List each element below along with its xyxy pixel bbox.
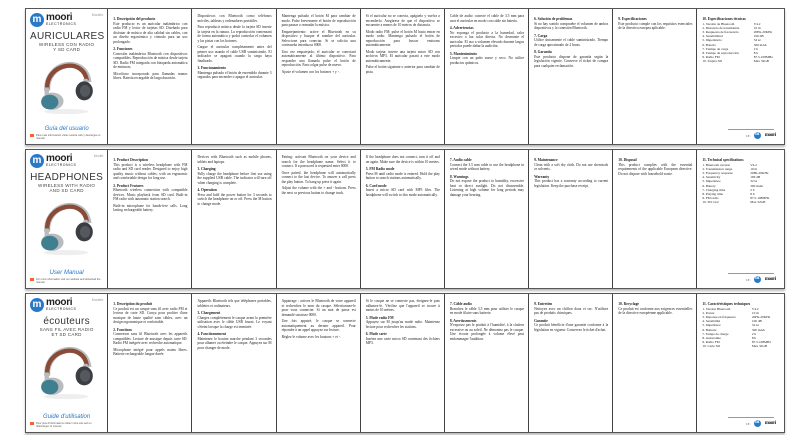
section-heading: 3. Chargement (197, 311, 221, 315)
manual-label: Guía del usuario (44, 125, 89, 132)
spec-name: 7. Charging time (702, 187, 726, 192)
section-heading: 3. Funcionamiento (197, 66, 226, 70)
headphone-image (36, 194, 98, 256)
section-heading: 9. Maintenance (534, 158, 558, 162)
manual-label: Guide d'utilisation (43, 413, 91, 420)
table-row (702, 344, 780, 348)
spec-name: 9. Radio FM (702, 55, 720, 60)
paragraph: Insérez une carte micro SD contenant des fichiers MP3. (365, 336, 440, 345)
footer-logo (702, 132, 780, 141)
divider (728, 417, 774, 418)
divider (728, 129, 774, 130)
paragraph: Insert a micro SD card with MP3 files. The headphone will switch to this mode automatically. (365, 188, 440, 197)
paragraph: Réglez le volume avec les boutons + et -. (281, 334, 341, 339)
brand-name: moori (46, 12, 73, 23)
paragraph: Pulse el botón siguiente o anterior para cambiar de pista. (365, 65, 440, 74)
brand-sub: ELECTRONICS (46, 307, 77, 311)
text-panel (277, 9, 361, 144)
text-panel (192, 294, 276, 432)
headphone-image (36, 338, 98, 400)
spec-value: 106 dB (750, 175, 761, 180)
flag-icon (30, 422, 34, 425)
paragraph: Utilice únicamente el cable suministrado. Tiempo de carga aproximado de 2 horas. (534, 38, 609, 47)
section-heading: 7. Carga (534, 33, 548, 38)
paragraph: Este producto cumple con los requisitos esenciales de la directiva europea aplicable. (618, 21, 693, 30)
paragraph: Nettoyez avec un chiffon doux et sec. N'utilisez pas de produits chimiques. (534, 306, 609, 315)
paragraph: Clean with a soft dry cloth. Do not use chemicals or solvents. (534, 162, 609, 171)
specs-heading: 10. Especificaciones técnicas (702, 17, 746, 21)
spec-name: 10. SD card (702, 200, 719, 205)
spec-name: 8. Tiempo de reproducción (702, 50, 739, 55)
text-panel (445, 9, 529, 144)
product-title: AURICULARES (30, 31, 105, 42)
product-subtitle-2: AND SD CARD (49, 188, 84, 193)
paragraph: Ce produit bénéficie d'une garantie conforme à la législation en vigueur. Conservez le ticket d'achat. (534, 323, 609, 332)
paragraph: Microphone intégré pour appels mains libres. Batterie rechargeable longue durée. (113, 347, 188, 356)
ce-mark: CE (745, 421, 750, 426)
spec-value: 2 h (750, 187, 755, 192)
text-panel (361, 294, 445, 432)
paragraph: Maintenez le bouton marche pendant 3 secondes pour allumer ou éteindre le casque. Appuyez sur M pour changer de mode. (197, 336, 272, 350)
brand-name: moori (46, 153, 73, 164)
model-label: Modelo (91, 13, 104, 17)
footer-note-text: Para más información visite nuestra web y descargue el manual (36, 133, 101, 140)
paragraph: Pairing: activate Bluetooth on your device and search for the headphone name. Select it to connect. If a password is requested enter 0000. (281, 155, 356, 168)
paragraph: No exponga el producto a la humedad, calor excesivo o luz solar directa. No desmonte el auricular. El uso a volumen elevado durante largos periodos puede dañar la audición. (449, 30, 525, 48)
paragraph: Mantenga pulsado el botón de encendido durante 3 segundos para encender o apagar el auricular. (197, 70, 272, 79)
spec-name: 1. Versión de Bluetooth (702, 21, 735, 26)
paragraph: Cargue el auricular completamente antes del primer uso usando el cable USB suministrado. El indicador se apagará cuando la carga haya finalizado. (197, 45, 272, 63)
footer-note-text: Pour plus d'informations visitez notre site web et téléchargez le manuel (36, 421, 92, 428)
spec-value: 10 m (751, 310, 759, 315)
text-panel (108, 150, 192, 288)
product-subtitle: SANS FIL AVEC RADIO (39, 327, 94, 332)
paragraph: Limpie con un paño suave y seco. No utilice productos químicos. (449, 56, 525, 65)
spec-name: 2. Distancia de transmisión (702, 25, 740, 30)
spec-value: 8 h (751, 335, 757, 340)
text-panel (613, 294, 697, 432)
brand-name: moori (764, 132, 777, 138)
paragraph: Adjust the volume with the + and - buttons. Press the next or previous button to change track. (281, 186, 356, 195)
paragraph: Built-in microphone for hands-free calls. Long lasting rechargeable battery. (113, 203, 188, 212)
spec-value: Max 32GB (751, 344, 768, 349)
section-heading: 6. Mode carte (365, 332, 387, 336)
paragraph: This product has a warranty according to current legislation. Keep the purchase receipt. (534, 179, 609, 188)
spec-value: 300 mAh (751, 327, 765, 332)
paragraph: Este producto dispone de garantía según la legislación vigente. Conserve el ticket de compra para cualquier reclamación. (534, 54, 609, 68)
spec-value: 300 mAh (753, 42, 767, 47)
spec-name: 9. FM radio (702, 196, 719, 201)
spec-name: 5. Impedancia (702, 38, 722, 43)
section-heading: 6. Card mode (365, 183, 387, 188)
paragraph: Para reproducir música desde la tarjeta SD inserte la tarjeta en la ranura. La reproducción comenzará de forma automática y podrá controlar el volumen y las pistas con los botones. (197, 25, 272, 43)
text-panel (529, 9, 613, 144)
text-panel (529, 150, 613, 288)
spec-value: 32 Ω (750, 179, 757, 184)
model-label: Model (93, 154, 104, 158)
paragraph: Ce produit est conforme aux exigences essentielles de la directive européenne applicable. (618, 306, 693, 315)
flag-icon (30, 278, 34, 281)
spec-value: 10 m (753, 25, 761, 30)
spec-name: 4. Sensibilidad (702, 34, 723, 39)
section-heading: 10. Disposal (618, 158, 637, 162)
paragraph: If the headphone does not connect, turn it off and on again. Make sure the device is within 10 meters. (365, 155, 440, 164)
footer-note (30, 422, 103, 428)
spec-name: 6. Batería (702, 42, 716, 47)
text-panel (192, 9, 276, 144)
section-heading: 9. Especificaciones (618, 17, 647, 21)
spec-name: 8. Autonomie (702, 335, 721, 340)
section-heading: 8. Garantía (534, 50, 552, 54)
section-heading: 5. Mode radio FM (365, 315, 394, 320)
paragraph: Press and hold the power button for 3 seconds to switch the headphone on or off. Press the M button to change mode. (197, 192, 272, 206)
paragraph: Conexión inalámbrica Bluetooth con dispositivos compatibles. Reproducción de música desde tarjeta SD. Radio FM integrada con búsqueda automática de emisoras. (113, 51, 188, 69)
section-heading: 4. Fonctionnement (197, 332, 226, 336)
paragraph: Appuyez sur M jusqu'au mode radio. Maintenez lecture pour rechercher les stations. (365, 320, 440, 329)
paragraph: Branchez le câble 3,5 mm pour utiliser le casque en mode filaire sans batterie. (449, 306, 525, 315)
product-subtitle: WIRELESS CON RADIO (38, 42, 95, 47)
paragraph: Devices with Bluetooth such as mobile phones, tablets and laptops. (197, 155, 272, 164)
spec-name: 3. Respuesta de frecuencia (702, 29, 739, 34)
brand-name: moori (764, 276, 777, 282)
model-label: Modèle (91, 298, 104, 302)
ce-mark: CE (745, 277, 750, 282)
table-row (702, 59, 780, 63)
text-panel (697, 9, 784, 144)
brand-sub: ELECTRONICS (46, 163, 77, 167)
brand-sub: ELECTRONICS (46, 22, 77, 26)
spec-value: V4.2 (751, 306, 759, 311)
spec-value: 10 m (750, 166, 758, 171)
product-subtitle: WIRELESS WITH RADIO (38, 183, 96, 188)
spec-name: 9. Radio FM (702, 340, 720, 345)
spec-name: 4. Sensibilité (702, 319, 721, 324)
paragraph: Connexion sans fil Bluetooth avec les appareils compatibles. Lecture de musique depuis carte SD. Radio FM intégrée avec recherche automatique. (113, 332, 188, 345)
ce-mark: CE (745, 133, 750, 138)
paragraph: Si le casque ne se connecte pas, éteignez-le puis rallumez-le. Vérifiez que l'appareil se trouve à moins de 10 mètres. (365, 299, 440, 312)
paragraph: Cable de audio: conecte el cable de 3.5 mm para usar el auricular en modo con cable sin batería. (449, 14, 525, 23)
paragraph: Ajuste el volumen con los botones + y -. (281, 69, 340, 74)
paragraph: Une fois appairé, le casque se connecte automatiquement au dernier appareil. Pour répondre à un appel appuyez sur lecture. (281, 319, 356, 332)
manual-sheet (25, 8, 785, 145)
spec-value: 2 h (751, 331, 757, 336)
cover-panel (26, 294, 108, 432)
spec-name: 3. Frequency response (702, 170, 733, 175)
spec-value: 8 h (750, 191, 755, 196)
spec-name: 6. Battery (702, 183, 716, 188)
spec-value: Max 32GB (753, 59, 769, 64)
paragraph: Modo radio FM: pulse el botón M hasta entrar en modo radio. Mantenga pulsado el botón de reproducción para buscar emisoras automáticamente. (365, 29, 440, 47)
product-subtitle-2: Y SD CARD (53, 47, 81, 52)
spec-name: 1. Bluetooth version (702, 162, 730, 167)
spec-value: Max 32GB (750, 200, 766, 205)
section-heading: 8. Avertissements (449, 318, 477, 323)
text-panel (697, 150, 784, 288)
section-heading: 9. Entretien (534, 302, 553, 306)
cover-panel (26, 9, 108, 144)
text-panel (529, 294, 613, 432)
text-panel (277, 294, 361, 432)
spec-value: 8 h (753, 50, 758, 55)
spec-name: 6. Batterie (702, 327, 717, 332)
manual-label: User Manual (49, 269, 84, 276)
spec-name: 4. Sensitivity (702, 175, 721, 180)
specs-table (702, 22, 780, 64)
spec-value: 300 mAh (750, 183, 763, 188)
paragraph: Una vez emparejado, el auricular se conectará automáticamente al último dispositivo. Para responder una llamada pulse el botón de reproducción. Para colgar pulse de nuevo. (281, 49, 356, 67)
brand-logo (30, 298, 103, 312)
paragraph: Once paired, the headphone will automatically connect to the last device. To answer a call press the play button. To hang up press it again. (281, 170, 356, 184)
brand-logo (30, 13, 103, 27)
spec-value: V4.2 (753, 21, 761, 26)
spec-value: V4.2 (750, 162, 757, 167)
section-heading: 1. Product Description (113, 158, 148, 162)
section-heading: 2. Fonctions (113, 327, 132, 332)
spec-value: 87.5-108MHz (750, 196, 770, 201)
text-panel (277, 150, 361, 288)
cover-panel (26, 150, 108, 288)
text-panel (192, 150, 276, 288)
paragraph: Appareils Bluetooth tels que téléphones portables, tablettes et ordinateurs. (197, 299, 272, 308)
paragraph: Si el auricular no se conecta, apáguelo y vuelva a encenderlo. Asegúrese de que el dispositivo se encuentre a menos de 10 metros de distancia. (365, 14, 440, 27)
section-heading: 3. Charging (197, 167, 216, 171)
spec-name: 10. Carte SD (702, 344, 720, 349)
section-heading: 4. Advertencias (449, 26, 474, 30)
paragraph: Appairage : activez le Bluetooth de votre appareil et recherchez le nom du casque. Sélectionnez-le pour vous connecter. Si un mot de passe est demandé saisissez 0000. (281, 299, 356, 317)
spec-name: 7. Tiempo de carga (702, 46, 729, 51)
paragraph: This product is a wireless headphone with FM radio and SD card reader. Designed to enjoy high quality music without cables, with an ergonomic and comfortable design for long use. (113, 162, 188, 180)
paragraph: Bluetooth wireless connection with compatible devices. Music playback from SD card. Built-in FM radio with automatic station search. (113, 188, 188, 201)
paragraph: Emparejamiento: active el Bluetooth en su dispositivo y busque el nombre del auricular. Seleccione para conectar. Si se solicita una contraseña introduzca 0000. (281, 29, 356, 47)
spec-value: 32 Ω (753, 38, 761, 43)
spec-name: 3. Réponse en fréquence (702, 314, 736, 319)
paragraph: This product complies with the essential requirements of the applicable European directive. Do not dispose with household waste. (618, 162, 693, 176)
specs-heading: 11. Technical specifications (702, 158, 744, 162)
footer-note (30, 134, 103, 140)
spec-name: 2. Transmission range (702, 166, 733, 171)
spec-value: 32 Ω (751, 323, 759, 328)
spec-name: 5. Impedance (702, 179, 721, 184)
footer-note (30, 278, 103, 284)
text-panel (613, 9, 697, 144)
spec-value: 106 dB (753, 34, 764, 39)
section-heading: 2. Product Features (113, 183, 144, 188)
spec-value: 87.5-108MHz (751, 340, 772, 345)
section-heading: 7. Audio cable (449, 158, 472, 162)
spec-value: 20Hz-20KHz (750, 170, 769, 175)
section-heading: 1. Description du produit (113, 302, 152, 306)
logo-icon: m (30, 13, 44, 27)
paragraph: Chargez complètement le casque avant la première utilisation avec le câble USB fourni. Le voyant s'éteint lorsque la charge est terminée. (197, 315, 272, 329)
logo-icon: m (30, 154, 44, 168)
brand-name: moori (46, 297, 73, 308)
paragraph: Este producto es un auricular inalámbrico con radio FM y lector de tarjetas SD. Diseñado para disfrutar de música de alta calidad sin cables, con un diseño ergonómico y cómodo para un uso prolongado. (113, 21, 188, 44)
footer-note-text: For more information visit our website and download the manual (36, 277, 101, 284)
paragraph: Micrófono incorporado para llamadas manos libres. Batería recargable de larga duración. (113, 71, 188, 80)
section-heading: 2. Funciones (113, 47, 133, 51)
text-panel (108, 294, 192, 432)
section-heading: 10. Recyclage (618, 302, 639, 306)
flag-icon (30, 134, 34, 137)
spec-value: 106 dB (751, 319, 762, 324)
spec-name: 1. Version Bluetooth (702, 306, 731, 311)
brand-name: moori (764, 420, 777, 426)
text-panel (361, 150, 445, 288)
text-panel (445, 294, 529, 432)
logo-icon: m (30, 298, 44, 312)
spec-name: 8. Playing time (702, 191, 724, 196)
paragraph: Connect the 3.5 mm cable to use the headphone in wired mode without battery. (449, 162, 525, 171)
spec-value: 87.5-108MHz (753, 55, 773, 60)
logo-icon: m (755, 132, 760, 138)
text-panel (361, 9, 445, 144)
specs-heading: 11. Caractéristiques techniques (702, 302, 751, 306)
spec-name: 2. Portée (702, 310, 715, 315)
section-heading: Garantie (534, 318, 548, 323)
footer-logo (702, 276, 780, 285)
text-panel (613, 150, 697, 288)
section-heading: 5. FM Radio mode (365, 167, 395, 171)
paragraph: Ce produit est un casque sans fil avec radio FM et lecteur de carte SD. Conçu pour profiter d'une musique de haute qualité sans câbles, avec un design ergonomique et confortable. (113, 306, 188, 324)
section-heading: 1. Descripción del producto (113, 17, 156, 21)
section-heading: 5. Mantenimiento (449, 51, 478, 56)
paragraph: Do not expose the product to humidity, excessive heat or direct sunlight. Do not disassemble. Listening at high volume for long periods may damage your hearing. (449, 179, 525, 197)
product-title: HEADPHONES (30, 172, 104, 183)
specs-table (702, 163, 780, 205)
spec-value: 20Hz-20KHz (753, 29, 773, 34)
divider (728, 273, 774, 274)
footer-logo (702, 420, 780, 429)
spec-value: 2 h (753, 46, 758, 51)
paragraph: N'exposez pas le produit à l'humidité, à la chaleur excessive ou au soleil. Ne démontez pas le casque. Une écoute prolongée à volume élevé peut endommager l'audition. (449, 323, 525, 341)
spec-name: 10. Tarjeta SD (702, 59, 722, 64)
paragraph: Modo tarjeta: inserte una tarjeta micro SD con archivos MP3. El auricular pasará a este modo automáticamente. (365, 49, 440, 63)
paragraph: Press M until radio mode is entered. Hold the play button to search stations automatically. (365, 171, 440, 180)
specs-table (702, 307, 780, 349)
brand-logo (30, 154, 103, 168)
section-heading: Warranty (534, 174, 550, 179)
manual-sheet (25, 149, 785, 289)
section-heading: 6. Solución de problemas (534, 17, 573, 21)
paragraph: Mantenga pulsado el botón M para cambiar de modo. Pulse brevemente el botón de reproducción para pausar o reanudar la música. (281, 14, 356, 27)
text-panel (445, 150, 529, 288)
spec-value: 20Hz-20KHz (751, 314, 771, 319)
product-subtitle-2: ET SD CARD (51, 332, 82, 337)
paragraph: Dispositivos con Bluetooth como teléfonos móviles, tabletas y ordenadores portátiles. (197, 14, 272, 23)
section-heading: 4. Operation (197, 188, 217, 192)
spec-name: 5. Impédance (702, 323, 721, 328)
section-heading: 8. Warnings (449, 174, 469, 179)
paragraph: Fully charge the headphone before first use using the supplied USB cable. The indicator will turn off when charging is complete. (197, 171, 272, 185)
logo-icon: m (755, 276, 760, 282)
headphone-image (36, 53, 98, 115)
text-panel (108, 9, 192, 144)
text-panel (697, 294, 784, 432)
logo-icon: m (755, 420, 760, 426)
section-heading: 7. Câble audio (449, 302, 472, 306)
manual-sheet (25, 293, 785, 433)
product-title: écouteurs (43, 316, 90, 327)
table-row (702, 200, 780, 204)
spec-name: 7. Temps de charge (702, 331, 729, 336)
paragraph: Si no hay sonido compruebe el volumen de ambos dispositivos y la conexión Bluetooth. (534, 21, 609, 30)
